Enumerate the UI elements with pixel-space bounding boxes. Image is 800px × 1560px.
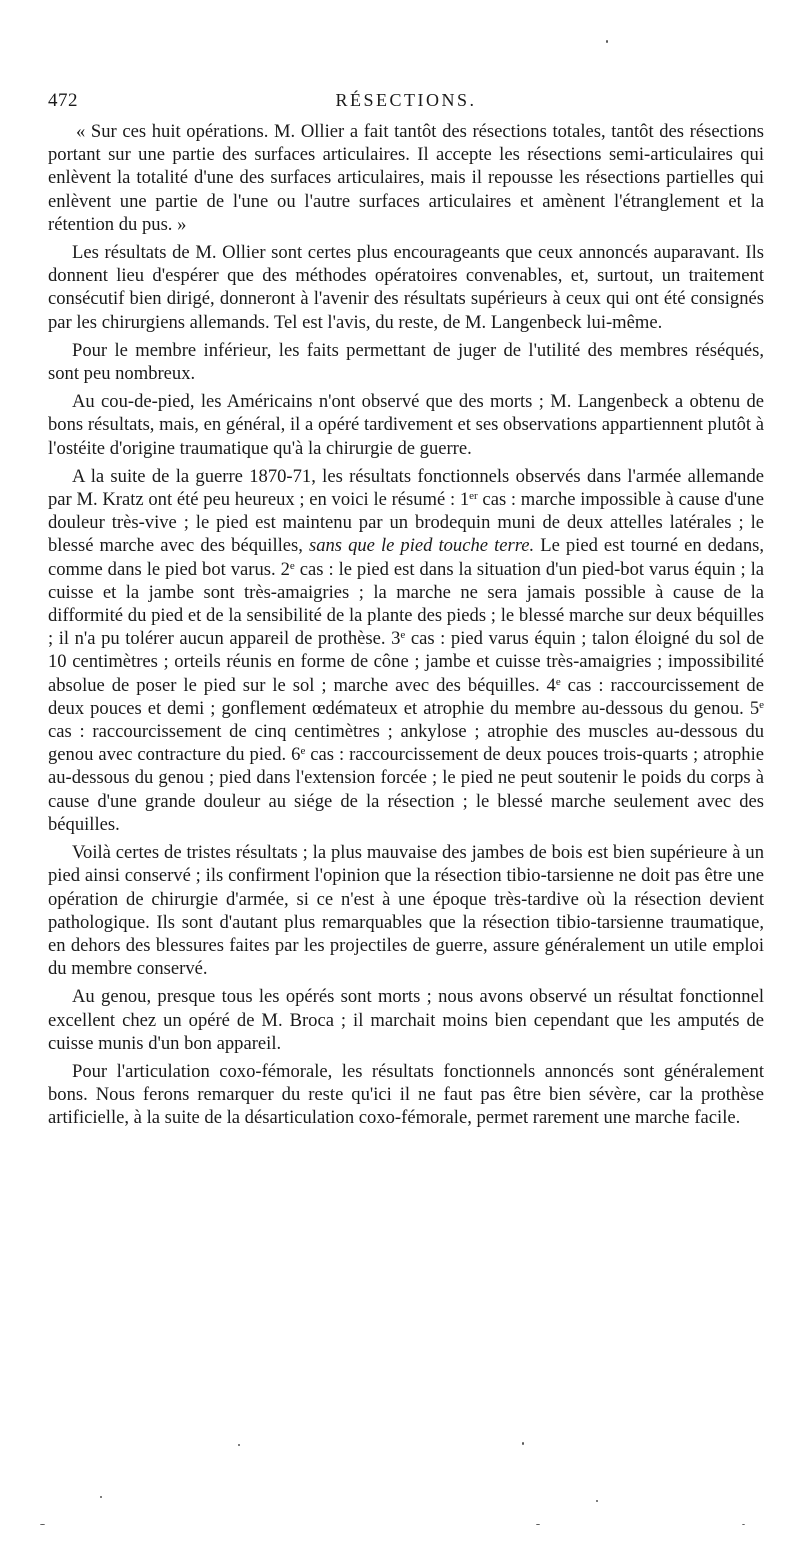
page-number: 472 [48, 90, 78, 111]
scan-speck [536, 1524, 540, 1525]
kratz-intro: A la suite de la guerre 1870-71, les résultats fonctionnels observés dans l'armée allemande par M. Kratz ont été peu heureux ; en voici le résumé : [48, 465, 764, 511]
case-2-superscript: e [289, 559, 295, 572]
case-4-superscript: e [555, 675, 561, 688]
case-6-number: 6 [291, 744, 301, 766]
case-5-superscript: e [759, 698, 764, 711]
body-text [48, 120, 764, 1135]
paragraph-lower-limb: Pour le membre inférieur, les faits permettant de juger de l'utilité des membres réséqués, sont peu nombreux. [48, 339, 764, 385]
paragraph-hip: Pour l'articulation coxo-fémorale, les résultats fonctionnels annoncés sont généralement bons. Nous ferons remarquer du reste qu'ici il ne faut pas être bien sévère, car la prothèse artificielle, à la suite de la désarticulation coxo-fémorale, permet rarement une marche facile. [48, 1060, 764, 1129]
paragraph-ollier-quote: « Sur ces huit opérations. M. Ollier a fait tantôt des résections totales, tantôt des résections portant sur une partie des surfaces articulaires. Il accepte les résections semi-articulaires qui enlèvent la totalité d'une des surfaces articulaires, mais il repousse les résections partielles qui enlèvent une partie de l'une ou l'autre surfaces articulaires et amènent l'étranglement et la rétention du pus. » [48, 121, 764, 235]
case-1-superscript: er [469, 490, 478, 503]
paragraph-kratz-cases [48, 465, 764, 836]
paragraph-sad-results: Voilà certes de tristes résultats ; la plus mauvaise des jambes de bois est bien supérieure à un pied ainsi conservé ; ils confirment l'opinion que la résection tibio-tarsienne ne doit pas être une opération de chirurgie d'armée, si ce n'est à une époque très-tardive où la résection devient pathologique. Ils sont d'autant plus remarquables que la résection tibio-tarsienne traumatique, en dehors des blessures faites par les projectiles de guerre, assure généralement un utile emploi du membre conservé. [48, 842, 764, 980]
page-header [48, 90, 764, 116]
paragraph-knee: Au genou, presque tous les opérés sont morts ; nous avons observé un résultat fonctionnel excellent chez un opéré de M. Broca ; il marchait moins bien cependant que les amputés de cuisse munis d'un bon appareil. [48, 986, 764, 1054]
case-2-number: 2 [280, 558, 290, 580]
case-4-number: 4 [546, 674, 556, 696]
case-1-italic-text: sans que le pied touche terre. [308, 535, 535, 557]
case-5-text: cas : raccourcissement de cinq centimètres ; ankylose ; atrophie des muscles au-dessous du genou avec contracture du pied. [48, 721, 764, 766]
scan-speck [522, 1442, 524, 1445]
scan-speck [40, 1524, 45, 1525]
scan-speck [742, 1524, 745, 1525]
case-6-superscript: e [300, 745, 306, 758]
scan-speck [238, 1444, 240, 1446]
case-4-text: cas : raccourcissement de deux pouces et demi ; gonflement œdémateux et atrophie du membre au-dessous du genou. [48, 674, 764, 719]
case-3-text: cas : pied varus équin ; talon éloigné du sol de 10 centimètres ; orteils réunis en forme de cône ; jambe et cuisse très-amaigries ; impossibilité absolue de poser le pied sur le sol ; marche avec des béquilles. [48, 628, 764, 696]
case-1-text: cas : marche impossible à cause d'une douleur très-vive ; le pied est maintenu par un brodequin muni de deux attelles latérales ; le blessé marche avec des béquilles, [48, 489, 764, 557]
paragraph-ollier-results: Les résultats de M. Ollier sont certes plus encourageants que ceux annoncés auparavant. Ils donnent lieu d'espérer que des méthodes opératoires convenables, et, surtout, un traitement consécutif bien dirigé, donneront à l'avenir des résultats supérieurs à ceux qui ont été consignés par les chirurgiens allemands. Tel est l'avis, du reste, de M. Langenbeck lui-même. [48, 242, 764, 333]
case-5-number: 5 [749, 697, 760, 719]
scan-speck [606, 40, 608, 43]
paragraph-ankle: Au cou-de-pied, les Américains n'ont observé que des morts ; M. Langenbeck a obtenu de bons résultats, mais, en général, il a opéré tardivement et ses observations appartiennent plutôt à l'ostéite d'origine traumatique qu'à la chirurgie de guerre. [48, 391, 764, 459]
case-6-text: cas : raccourcissement de deux pouces trois-quarts ; atrophie au-dessous du genou ; pied dans l'extension forcée ; le pied ne peut soutenir le poids du corps à cause d'une grande douleur au siége de la résection ; le blessé marche seulement avec des béquilles. [48, 744, 764, 835]
case-2-text: cas : le pied est dans la situation d'un pied-bot varus équin ; la cuisse et la jambe sont très-amaigries ; la marche ne sera jamais possible à cause de la difformité du pied et de la sensibilité de la plante des pieds ; le blessé marche sur deux béquilles ; il n'a pu tolérer aucun appareil de prothèse. [48, 558, 764, 650]
case-3-superscript: e [400, 629, 406, 642]
case-1-number: 1 [459, 489, 470, 511]
case-3-number: 3 [391, 628, 401, 650]
case-1-text-end: Le pied est tourné en dedans, comme dans le pied bot varus. [48, 535, 765, 580]
running-title: RÉSECTIONS. [335, 90, 477, 110]
scan-speck [596, 1500, 598, 1502]
scan-speck [100, 1496, 102, 1498]
